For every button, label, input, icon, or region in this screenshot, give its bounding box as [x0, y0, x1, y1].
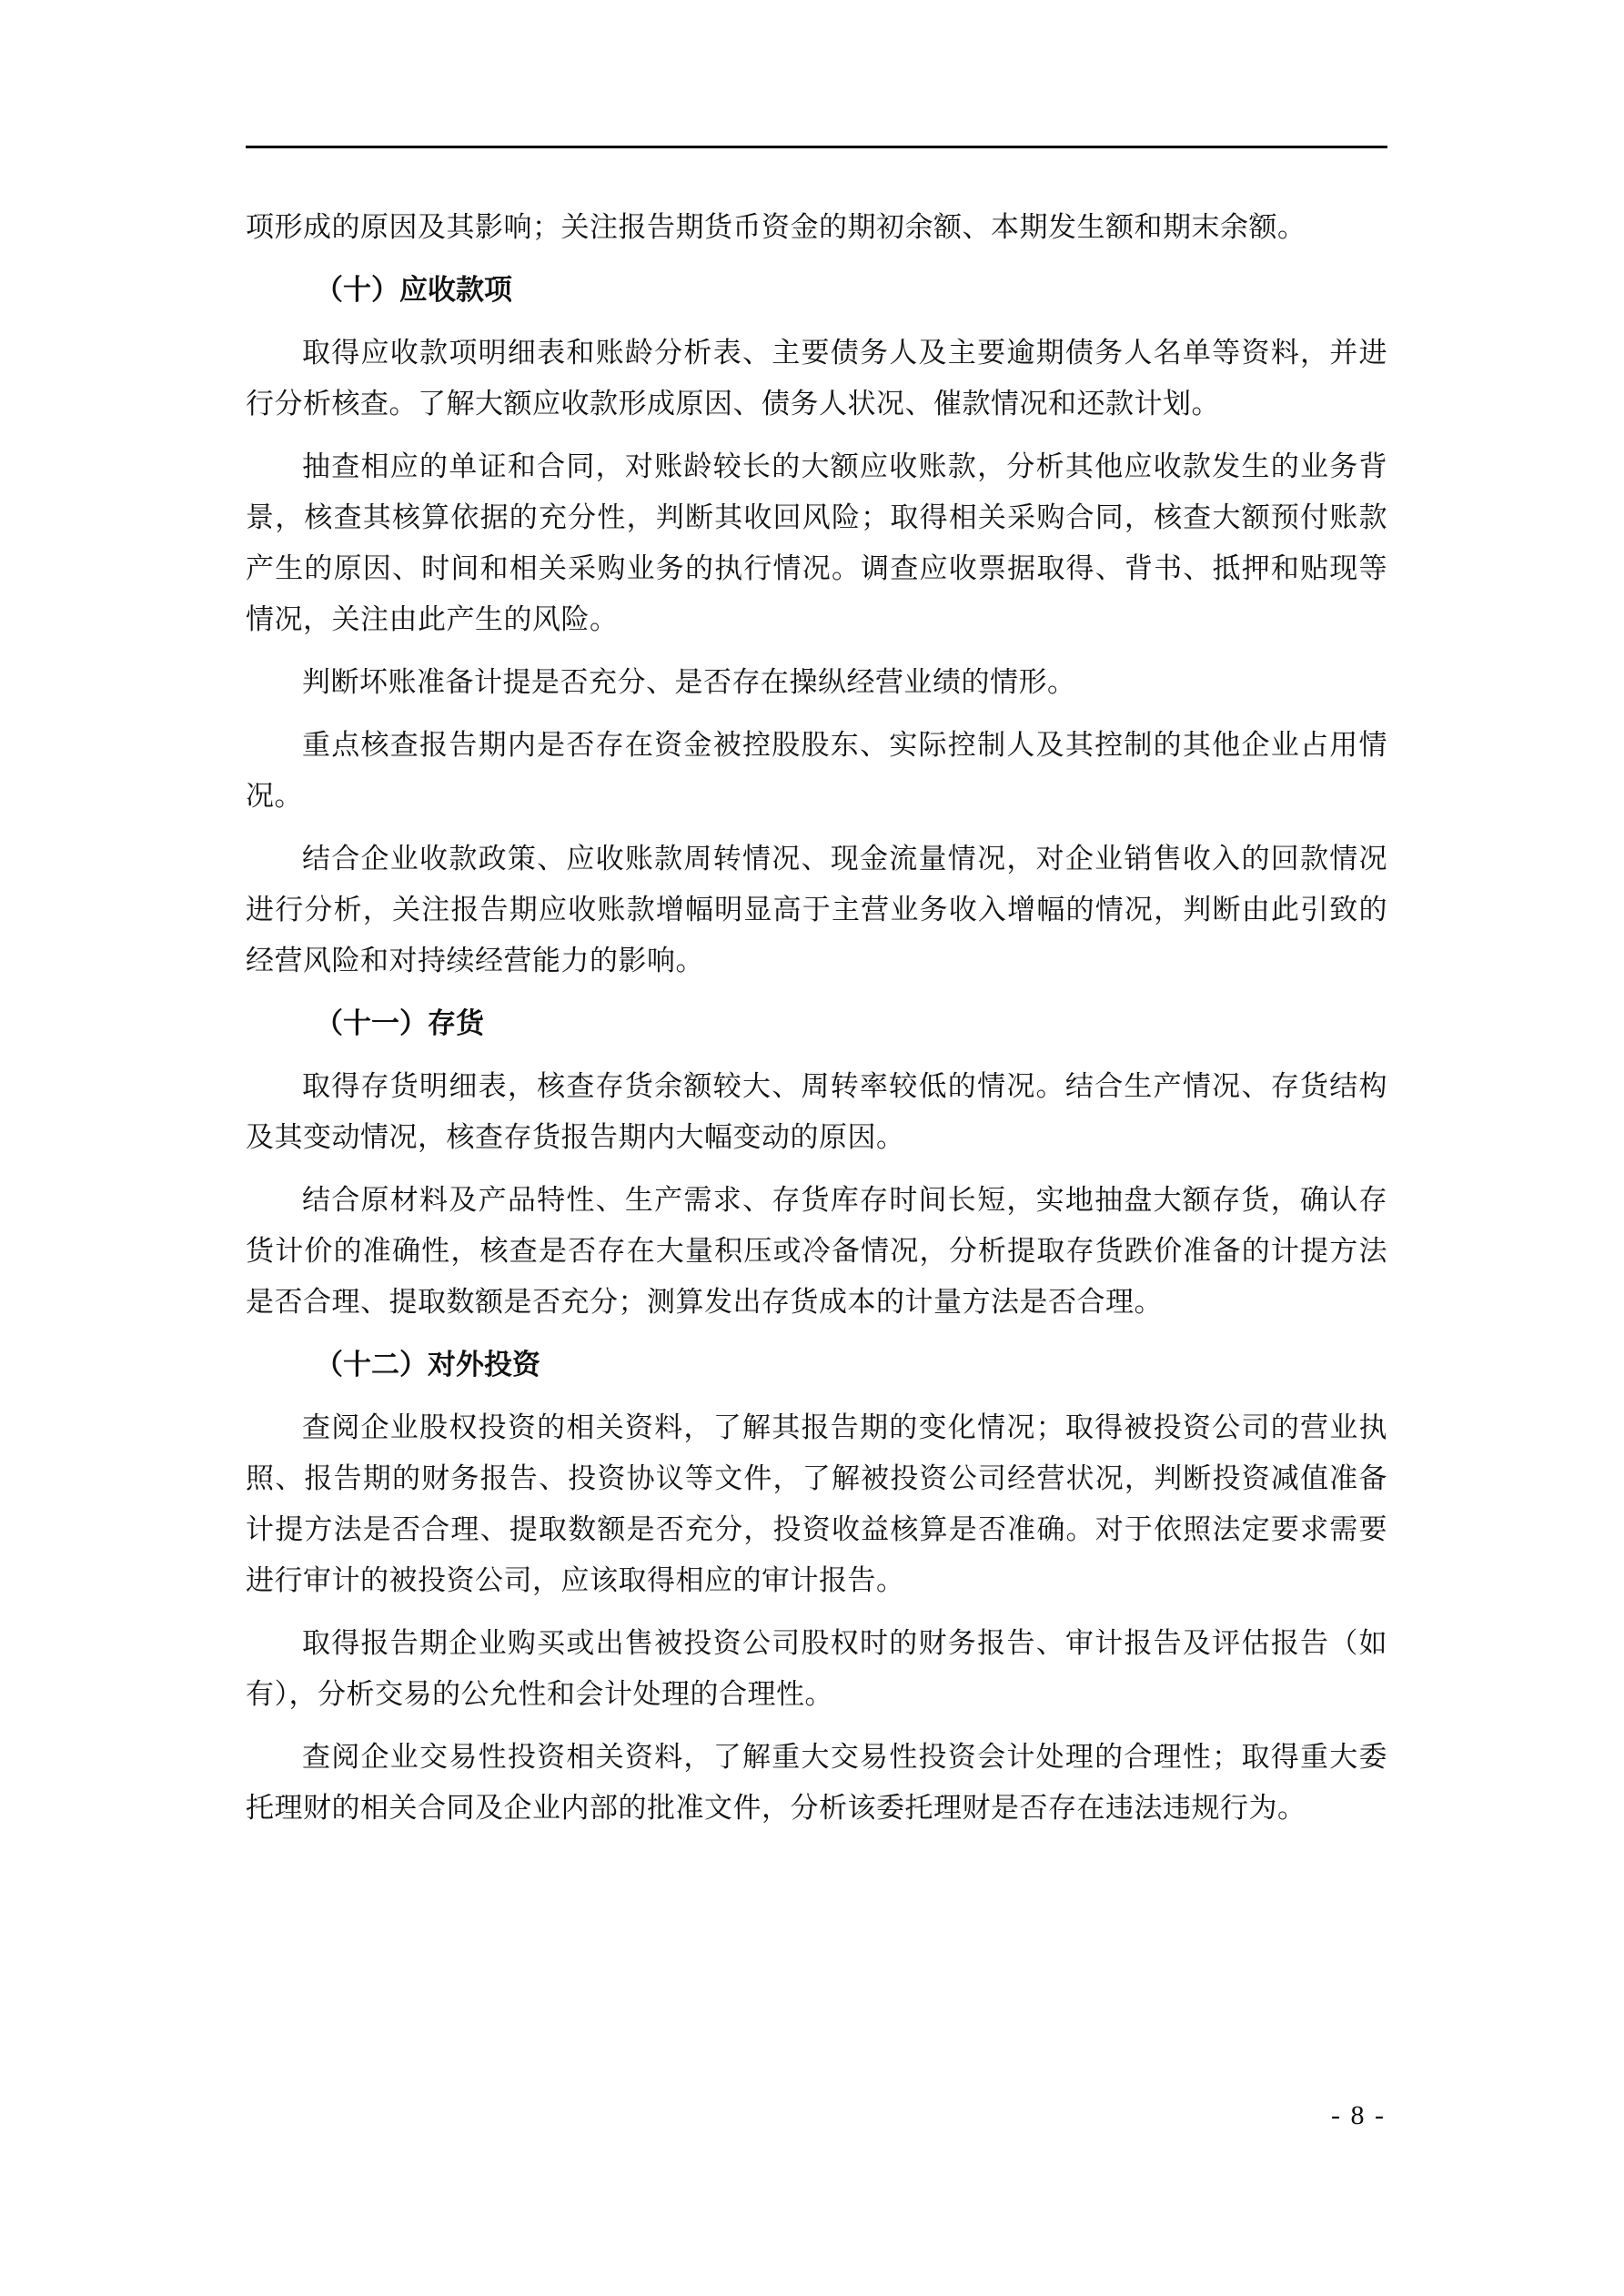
paragraph: 重点核查报告期内是否存在资金被控股股东、实际控制人及其控制的其他企业占用情况。 — [246, 729, 1387, 813]
paragraph: 查阅企业股权投资的相关资料，了解其报告期的变化情况；取得被投资公司的营业执照、报告期的财务报告、投资协议等文件，了解被投资公司经营状况，判断投资减值准备计提方法是否合理、提取数额是否充分，投资收益核算是否准确。对于依照法定要求需要进行审计的被投资公司，应该取得相应的审计报告。 — [246, 1411, 1387, 1597]
page-number: - 8 - — [1331, 2100, 1386, 2130]
section-heading-investments: （十二）对外投资 — [315, 1349, 540, 1381]
paragraph: 取得报告期企业购买或出售被投资公司股权时的财务报告、审计报告及评估报告（如有），分析交易的公允性和会计处理的合理性。 — [246, 1627, 1387, 1711]
paragraph-continuation: 项形成的原因及其影响；关注报告期货币资金的期初余额、本期发生额和期末余额。 — [246, 211, 1306, 244]
paragraph: 取得存货明细表，核查存货余额较大、周转率较低的情况。结合生产情况、存货结构及其变动情况，核查存货报告期内大幅变动的原因。 — [246, 1070, 1387, 1154]
paragraph: 判断坏账准备计提是否充分、是否存在操纵经营业绩的情形。 — [302, 666, 1076, 699]
paragraph: 查阅企业交易性投资相关资料，了解重大交易性投资会计处理的合理性；取得重大委托理财的相关合同及企业内部的批准文件，分析该委托理财是否存在违法违规行为。 — [246, 1741, 1387, 1825]
paragraph: 取得应收款项明细表和账龄分析表、主要债务人及主要逾期债务人名单等资料，并进行分析核查。了解大额应收款形成原因、债务人状况、催款情况和还款计划。 — [246, 337, 1387, 420]
section-heading-receivables: （十）应收款项 — [315, 274, 512, 307]
paragraph: 抽查相应的单证和合同，对账龄较长的大额应收账款，分析其他应收款发生的业务背景，核查其核算依据的充分性，判断其收回风险；取得相关采购合同，核查大额预付账款产生的原因、时间和相关采购业务的执行情况。调查应收票据取得、背书、抵押和贴现等情况，关注由此产生的风险。 — [246, 450, 1387, 636]
section-heading-inventory: （十一）存货 — [315, 1007, 484, 1040]
paragraph: 结合企业收款政策、应收账款周转情况、现金流量情况，对企业销售收入的回款情况进行分析，关注报告期应收账款增幅明显高于主营业务收入增幅的情况，判断由此引致的经营风险和对持续经营能力的影响。 — [246, 843, 1387, 977]
document-body — [246, 202, 1387, 1846]
paragraph: 结合原材料及产品特性、生产需求、存货库存时间长短，实地抽盘大额存货，确认存货计价的准确性，核查是否存在大量积压或冷备情况，分析提取存货跌价准备的计提方法是否合理、提取数额是否充分；测算发出存货成本的计量方法是否合理。 — [246, 1184, 1387, 1319]
header-rule — [246, 146, 1387, 148]
